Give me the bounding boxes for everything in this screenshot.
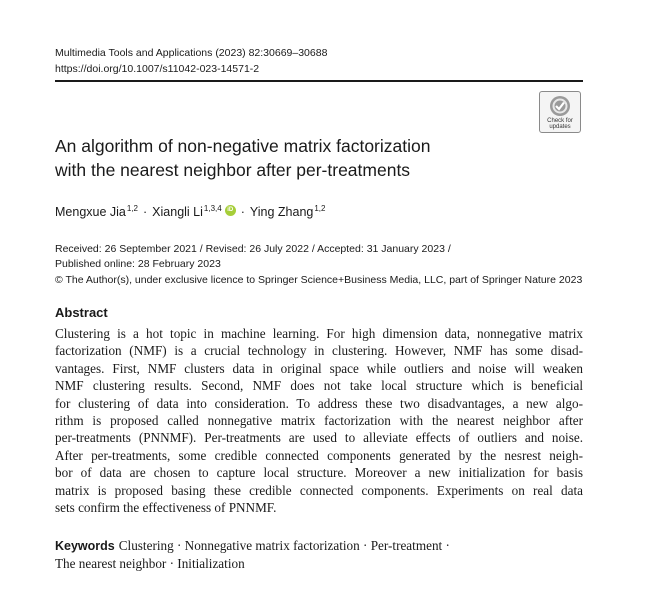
abstract-line: for clustering of data into consideration. To address these two disadvantages, a new algo-: [55, 395, 583, 411]
author-name[interactable]: Xiangli Li: [152, 205, 203, 219]
header-rule: [55, 80, 583, 82]
keywords-list: Clustering · Nonnegative matrix factorization · Per-treatment ·: [118, 538, 450, 553]
paper-title: [55, 134, 525, 182]
abstract-line: NMF clustering results. Second, NMF does not take local structure which is beneficial: [55, 378, 583, 394]
abstract-line: After per-treatments, some credible connected components generated by the nesrest neigh-: [55, 447, 583, 463]
abstract-line: factorization (NMF) is a crucial technology in clustering. However, NMF has some disad-: [55, 343, 583, 359]
keywords-section: [55, 537, 583, 573]
abstract-heading: Abstract: [55, 305, 108, 320]
abstract-line: rithm is proposed called nonnegative matrix factorization with the nearest neighbor after: [55, 413, 583, 429]
abstract-line: matrix is proposed basing these credible connected components. Experiments on real data: [55, 482, 583, 498]
journal-citation: Multimedia Tools and Applications (2023) 82:30669–30688: [55, 47, 328, 59]
author-name[interactable]: Ying Zhang: [249, 205, 314, 219]
copyright-notice: © The Author(s), under exclusive licence to Springer Science+Business Media, LLC, part of Springer Nature 2023: [55, 274, 583, 286]
published-date: Published online: 28 February 2023: [55, 258, 221, 270]
author-affiliation: 1,2: [314, 203, 326, 213]
author-separator: ·: [143, 205, 148, 219]
keywords-line-1: [55, 537, 583, 555]
check-for-updates-icon: [549, 95, 571, 117]
author-list: [55, 205, 325, 219]
author-affiliation: 1,2: [126, 203, 138, 213]
abstract-body: [55, 325, 583, 516]
title-line-1: An algorithm of non-negative matrix factorization: [55, 136, 431, 156]
orcid-icon[interactable]: iD: [225, 205, 236, 216]
author-affiliation: 1,3,4: [203, 203, 222, 213]
keywords-line-2: The nearest neighbor · Initialization: [55, 556, 245, 571]
doi-link[interactable]: https://doi.org/10.1007/s11042-023-14571-2: [55, 63, 260, 75]
badge-text: Check for updates: [547, 118, 573, 130]
abstract-line: per-treatments (PNNMF). Per-treatments are used to alleviate effects of outliers and noise.: [55, 430, 583, 446]
abstract-line: sets confirm the effectiveness of PNNMF.: [55, 500, 277, 516]
title-line-2: with the nearest neighbor after per-treatments: [55, 160, 411, 180]
abstract-line: bor of data are chosen to capture local structure. Moreover a new initialization for basis: [55, 465, 583, 481]
abstract-line: Clustering is a hot topic in machine learning. For high dimension data, nonnegative matrix: [55, 326, 583, 341]
author-separator: ·: [240, 205, 245, 219]
abstract-line: vantages. First, NMF clusters data in original space while outliers and noise will weaken: [55, 360, 583, 376]
received-dates: Received: 26 September 2021 / Revised: 26 July 2022 / Accepted: 31 January 2023 /: [55, 243, 451, 255]
author-name[interactable]: Mengxue Jia: [55, 205, 126, 219]
keywords-label: Keywords: [55, 539, 115, 553]
check-for-updates-badge[interactable]: [539, 91, 581, 133]
